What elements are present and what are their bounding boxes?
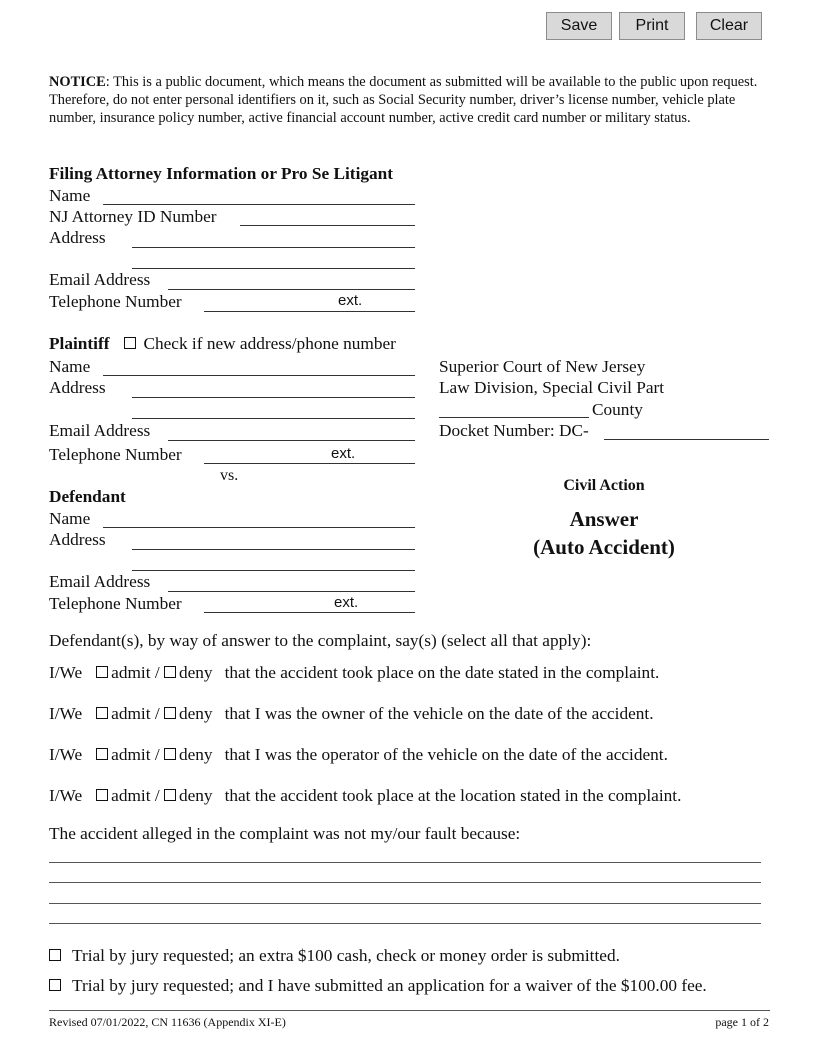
- deny-label: deny: [178, 704, 213, 723]
- statement-row: [49, 663, 659, 683]
- plaintiff-ext-label: ext.: [331, 445, 356, 462]
- civil-action-title: Civil Action: [563, 477, 645, 494]
- iwe-label: I/We: [49, 663, 83, 682]
- docket-number-field[interactable]: [604, 439, 769, 440]
- filing-name-field[interactable]: [103, 204, 415, 205]
- fault-line-4[interactable]: [49, 923, 761, 924]
- statement-row: [49, 745, 668, 765]
- county-field[interactable]: [439, 417, 589, 418]
- fault-label: The accident alleged in the complaint was not my/our fault because:: [49, 824, 521, 843]
- statement-text: that the accident took place at the location stated in the complaint.: [224, 786, 682, 805]
- filing-heading: Filing Attorney Information or Pro Se Litigant: [49, 164, 394, 183]
- deny-label: deny: [178, 663, 213, 682]
- plaintiff-email-field[interactable]: [168, 440, 415, 441]
- filing-phone-label: Telephone Number: [49, 292, 182, 311]
- print-button[interactable]: Print: [619, 12, 685, 40]
- jury-fee-label: Trial by jury requested; an extra $100 cash, check or money order is submitted.: [72, 946, 620, 965]
- admit-label: admit /: [111, 745, 160, 764]
- jury-fee-checkbox[interactable]: [49, 949, 61, 961]
- iwe-label: I/We: [49, 704, 83, 723]
- filing-attorney-id-field[interactable]: [240, 225, 415, 226]
- defendant-phone-label: Telephone Number: [49, 594, 182, 613]
- footer-divider: [49, 1010, 770, 1011]
- notice-text: : This is a public document, which means the document as submitted will be available to the public upon request. Therefore, do not enter personal identifiers on it, such as Social Security number, driver’s license number, vehicle plate number, insurance policy number, active financial account number, active credit card number or military status.: [49, 74, 758, 126]
- answer-subtitle: (Auto Accident): [533, 535, 675, 559]
- page-number: page 1 of 2: [715, 1015, 769, 1029]
- jury-waiver-checkbox[interactable]: [49, 979, 61, 991]
- vs-label: vs.: [220, 467, 239, 484]
- plaintiff-email-label: Email Address: [49, 421, 151, 440]
- admit-checkbox-4[interactable]: [96, 789, 108, 801]
- deny-checkbox-2[interactable]: [164, 707, 176, 719]
- defendant-heading: Defendant: [49, 487, 126, 506]
- defendant-ext-label: ext.: [334, 594, 359, 611]
- admit-checkbox-1[interactable]: [96, 666, 108, 678]
- fault-line-3[interactable]: [49, 903, 761, 904]
- admit-label: admit /: [111, 786, 160, 805]
- defendant-phone-field[interactable]: [204, 612, 415, 613]
- answer-title: Answer: [569, 507, 639, 531]
- statement-text: that I was the operator of the vehicle on the date of the accident.: [224, 745, 668, 764]
- admit-label: admit /: [111, 704, 160, 723]
- plaintiff-name-label: Name: [49, 357, 91, 376]
- revision-note: Revised 07/01/2022, CN 11636 (Appendix XI-E): [49, 1015, 286, 1029]
- defendant-email-label: Email Address: [49, 572, 151, 591]
- deny-label: deny: [178, 745, 213, 764]
- filing-address-field-2[interactable]: [132, 268, 415, 269]
- filing-phone-field[interactable]: [204, 311, 415, 312]
- statement-row: [49, 786, 681, 806]
- defendant-address-field-2[interactable]: [132, 570, 415, 571]
- answer-intro: Defendant(s), by way of answer to the complaint, say(s) (select all that apply):: [49, 631, 592, 650]
- plaintiff-phone-label: Telephone Number: [49, 445, 182, 464]
- court-name: Superior Court of New Jersey: [439, 357, 646, 376]
- filing-attorney-id-label: NJ Attorney ID Number: [49, 207, 217, 226]
- defendant-address-label: Address: [49, 530, 106, 549]
- iwe-label: I/We: [49, 786, 83, 805]
- new-address-label: Check if new address/phone number: [143, 334, 396, 353]
- plaintiff-heading: Plaintiff: [49, 334, 110, 353]
- admit-checkbox-3[interactable]: [96, 748, 108, 760]
- filing-name-label: Name: [49, 186, 91, 205]
- deny-checkbox-1[interactable]: [164, 666, 176, 678]
- filing-email-field[interactable]: [168, 289, 415, 290]
- filing-address-field-1[interactable]: [132, 247, 415, 248]
- plaintiff-heading-row: [49, 334, 396, 354]
- clear-button[interactable]: Clear: [696, 12, 762, 40]
- notice-paragraph: [49, 73, 769, 127]
- filing-email-label: Email Address: [49, 270, 151, 289]
- jury-option-waiver: [49, 976, 707, 996]
- statement-row: [49, 704, 654, 724]
- new-address-checkbox[interactable]: [124, 337, 136, 349]
- jury-option-fee: [49, 946, 620, 966]
- defendant-name-label: Name: [49, 509, 91, 528]
- county-label: County: [592, 400, 643, 419]
- admit-label: admit /: [111, 663, 160, 682]
- statement-text: that I was the owner of the vehicle on the date of the accident.: [224, 704, 654, 723]
- filing-ext-label: ext.: [338, 292, 363, 309]
- defendant-address-field-1[interactable]: [132, 549, 415, 550]
- notice-label: NOTICE: [49, 74, 106, 90]
- plaintiff-address-label: Address: [49, 378, 106, 397]
- docket-label: Docket Number: DC-: [439, 421, 589, 440]
- plaintiff-address-field-2[interactable]: [132, 418, 415, 419]
- fault-line-2[interactable]: [49, 882, 761, 883]
- defendant-email-field[interactable]: [168, 591, 415, 592]
- defendant-name-field[interactable]: [103, 527, 415, 528]
- deny-checkbox-4[interactable]: [164, 789, 176, 801]
- fault-line-1[interactable]: [49, 862, 761, 863]
- admit-checkbox-2[interactable]: [96, 707, 108, 719]
- plaintiff-name-field[interactable]: [103, 375, 415, 376]
- jury-waiver-label: Trial by jury requested; and I have submitted an application for a waiver of the $100.00 fee.: [72, 976, 707, 995]
- deny-checkbox-3[interactable]: [164, 748, 176, 760]
- iwe-label: I/We: [49, 745, 83, 764]
- deny-label: deny: [178, 786, 213, 805]
- plaintiff-address-field-1[interactable]: [132, 397, 415, 398]
- filing-address-label: Address: [49, 228, 106, 247]
- save-button[interactable]: Save: [546, 12, 612, 40]
- statement-text: that the accident took place on the date stated in the complaint.: [224, 663, 660, 682]
- court-division: Law Division, Special Civil Part: [439, 378, 665, 397]
- plaintiff-phone-field[interactable]: [204, 463, 415, 464]
